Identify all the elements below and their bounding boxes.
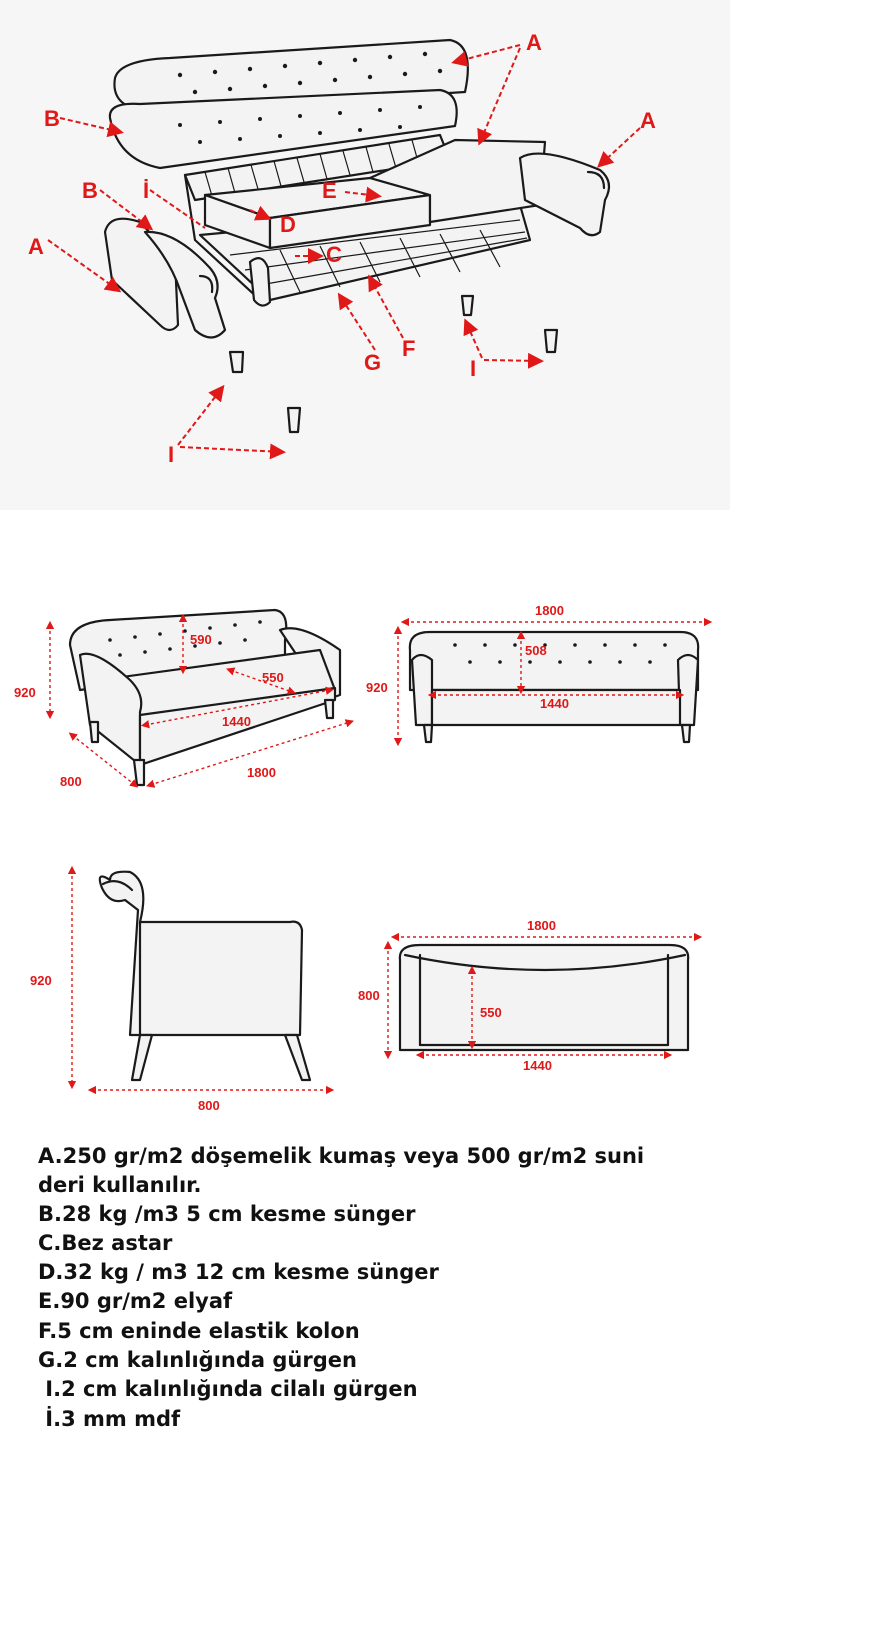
front-back [410,632,698,690]
side-leg-back [285,1035,310,1080]
leg-4 [545,330,557,352]
persp-depth: 800 [60,774,82,789]
label-i-right: I [470,356,477,381]
label-b-top: B [44,106,60,131]
top-view [358,918,698,1073]
spec-g: G.2 cm kalınlığında gürgen [38,1348,357,1372]
label-f: F [402,336,416,361]
top-seat-depth: 550 [480,1005,502,1020]
leg-3 [462,296,473,315]
side-leg-front [132,1035,152,1080]
frame-front-leg [250,258,270,305]
persp-width: 1800 [247,765,276,780]
spec-i: I.2 cm kalınlığında cilalı gürgen [38,1377,418,1401]
label-a-right: A [640,108,656,133]
top-outline [400,945,688,1050]
spec-a-line1: A.250 gr/m2 döşemelik kumaş veya 500 gr/m2 suni [38,1144,645,1168]
spec-e: E.90 gr/m2 elyaf [38,1289,233,1313]
front-back-height: 508 [525,643,547,658]
perspective-view [14,610,350,789]
spec-d: D.32 kg / m3 12 cm kesme sünger [38,1260,439,1284]
side-back [100,872,302,1035]
top-width: 1800 [527,918,556,933]
front-height: 920 [366,680,388,695]
persp-height: 920 [14,685,36,700]
label-a-left: A [28,234,44,259]
spec-b: B.28 kg /m3 5 cm kesme sünger [38,1202,416,1226]
front-seat-width: 1440 [540,696,569,711]
label-e: E [322,178,337,203]
label-b-left: B [82,178,98,203]
persp-seat-depth: 550 [262,670,284,685]
label-a-top: A [526,30,542,55]
spec-a-line2: deri kullanılır. [38,1173,202,1197]
front-leg-right [682,725,690,742]
persp-back-height: 590 [190,632,212,647]
label-d: D [280,212,296,237]
top-seat-width: 1440 [523,1058,552,1073]
label-i-dot: İ [143,178,150,203]
label-i-left: I [168,442,175,467]
front-left-arm [412,655,432,725]
side-view [30,870,330,1113]
spec-f: F.5 cm eninde elastik kolon [38,1319,360,1343]
persp-seat-width: 1440 [222,714,251,729]
persp-leg-right [325,700,333,718]
persp-leg-front [134,760,144,785]
persp-leg-left [90,722,98,742]
spec-c: C.Bez astar [38,1231,173,1255]
side-height: 920 [30,973,52,988]
front-leg-left [424,725,432,742]
front-view [366,603,708,742]
right-armrest [520,154,609,236]
label-g: G [364,350,382,375]
leg-2 [288,408,300,432]
leg-1 [230,352,243,372]
top-depth: 800 [358,988,380,1003]
spec-i-dot: İ.3 mm mdf [38,1407,181,1431]
front-width: 1800 [535,603,564,618]
exploded-drawing [28,30,656,467]
label-c: C [326,242,342,267]
side-depth: 800 [198,1098,220,1113]
